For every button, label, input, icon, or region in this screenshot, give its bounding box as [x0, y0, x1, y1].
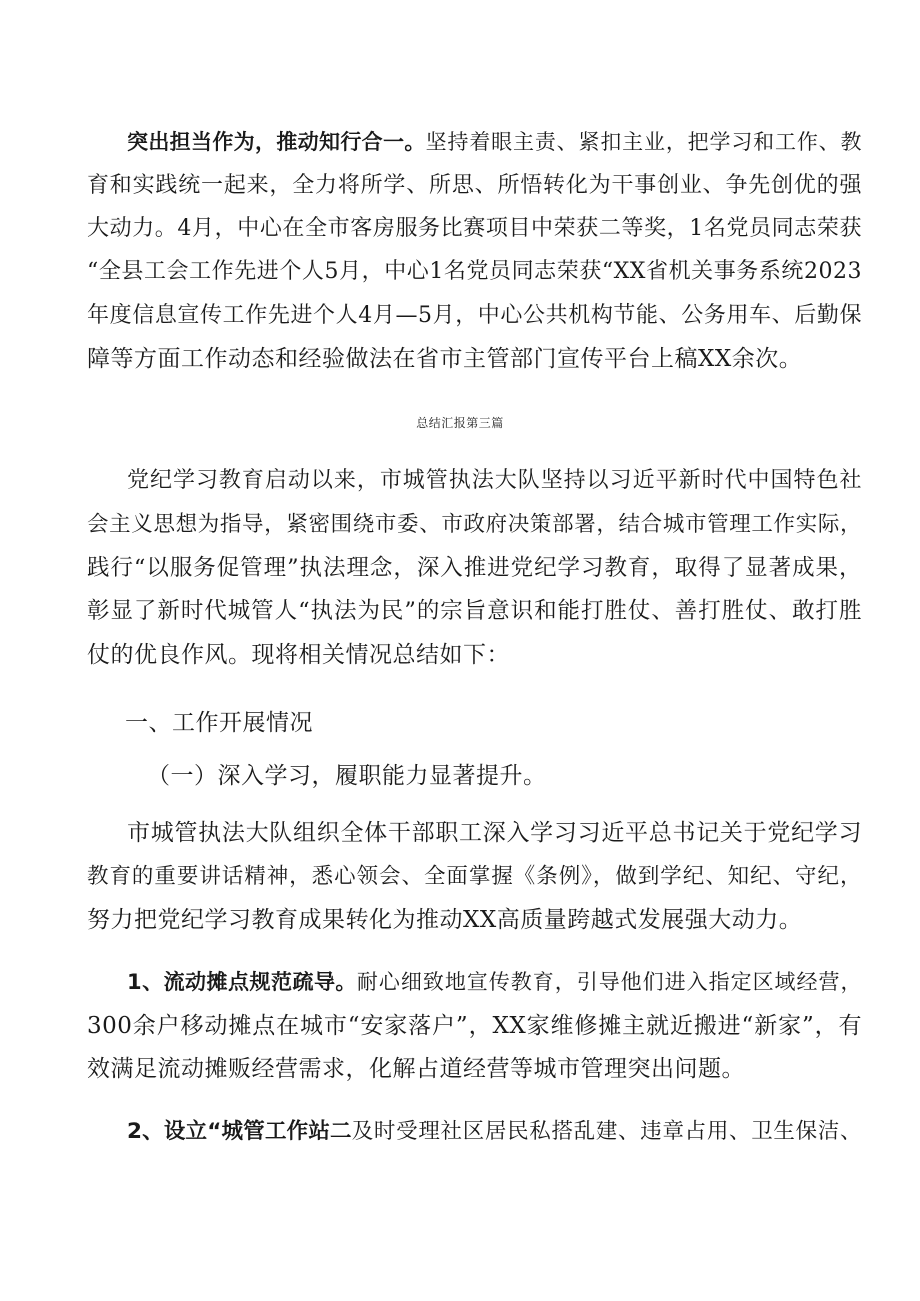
- subheading-deep-study: （一）深入学习，履职能力显著提升。: [147, 763, 547, 789]
- item1-line1-rest: 耐心细致地宣传教育，引导他们进入指定区域经营，: [356, 970, 862, 994]
- para1-line6: 障等方面工作动态和经验做法在省市主管部门宣传平台上稿XX余次。: [87, 346, 803, 372]
- para2-line3: 践行“以服务促管理”执法理念，深入推进党纪学习教育，取得了显著成果，: [87, 555, 862, 581]
- para1-line1-rest: 坚持着眼主责、紧扣主业，把学习和工作、教: [425, 130, 863, 154]
- item1-line1: [127, 967, 862, 997]
- section-title: 总结汇报第三篇: [416, 416, 504, 430]
- para1-line1: [127, 127, 862, 157]
- item1-lead: 1、流动摊点规范疏导。: [127, 970, 357, 994]
- para2-line2: 会主义思想为指导，紧密围绕市委、市政府决策部署，结合城市管理工作实际，: [87, 512, 862, 537]
- para3-line3: 努力把党纪学习教育成果转化为推动XX高质量跨越式发展强大动力。: [87, 907, 803, 933]
- para2-line4: 彰显了新时代城管人“执法为民”的宗旨意识和能打胜仗、善打胜仗、敢打胜: [87, 598, 862, 624]
- heading-work-status: 一、工作开展情况: [125, 710, 313, 736]
- item1-line3: 效满足流动摊贩经营需求，化解占道经营等城市管理突出问题。: [87, 1056, 745, 1082]
- item1-line2: 300余户移动摊点在城市“安家落户”，XX家维修摊主就近搬进“新家”，有: [87, 1013, 862, 1039]
- para1-line5: 年度信息宣传工作先进个人4月—5月，中心公共机构节能、公务用车、后勤保: [87, 303, 862, 328]
- para3-line1: 市城管执法大队组织全体干部职工深入学习习近平总书记关于党纪学习: [127, 820, 862, 846]
- item2-lead: 2、设立“城管工作站二: [127, 1119, 352, 1144]
- para1-lead: 突出担当作为，推动知行合一。: [127, 130, 426, 154]
- para1-line2: 育和实践统一起来，全力将所学、所思、所悟转化为干事创业、争先创优的强: [87, 173, 862, 198]
- para2-line1: 党纪学习教育启动以来，市城管执法大队坚持以习近平新时代中国特色社: [127, 468, 862, 493]
- para2-line5: 仗的优良作风。现将相关情况总结如下：: [87, 642, 510, 668]
- item2-line1-rest: 及时受理社区居民私搭乱建、违章占用、卫生保洁、: [351, 1119, 862, 1144]
- item2-line1: [127, 1117, 862, 1147]
- para1-line3: 大动力。4月，中心在全市客房服务比赛项目中荣获二等奖，1名党员同志荣获: [87, 216, 862, 241]
- para1-line4: “全县工会工作先进个人5月，中心1名党员同志荣获“XX省机关事务系统2023: [87, 259, 862, 284]
- para3-line2: 教育的重要讲话精神，悉心领会、全面掌握《条例》，做到学纪、知纪、守纪，: [87, 864, 862, 889]
